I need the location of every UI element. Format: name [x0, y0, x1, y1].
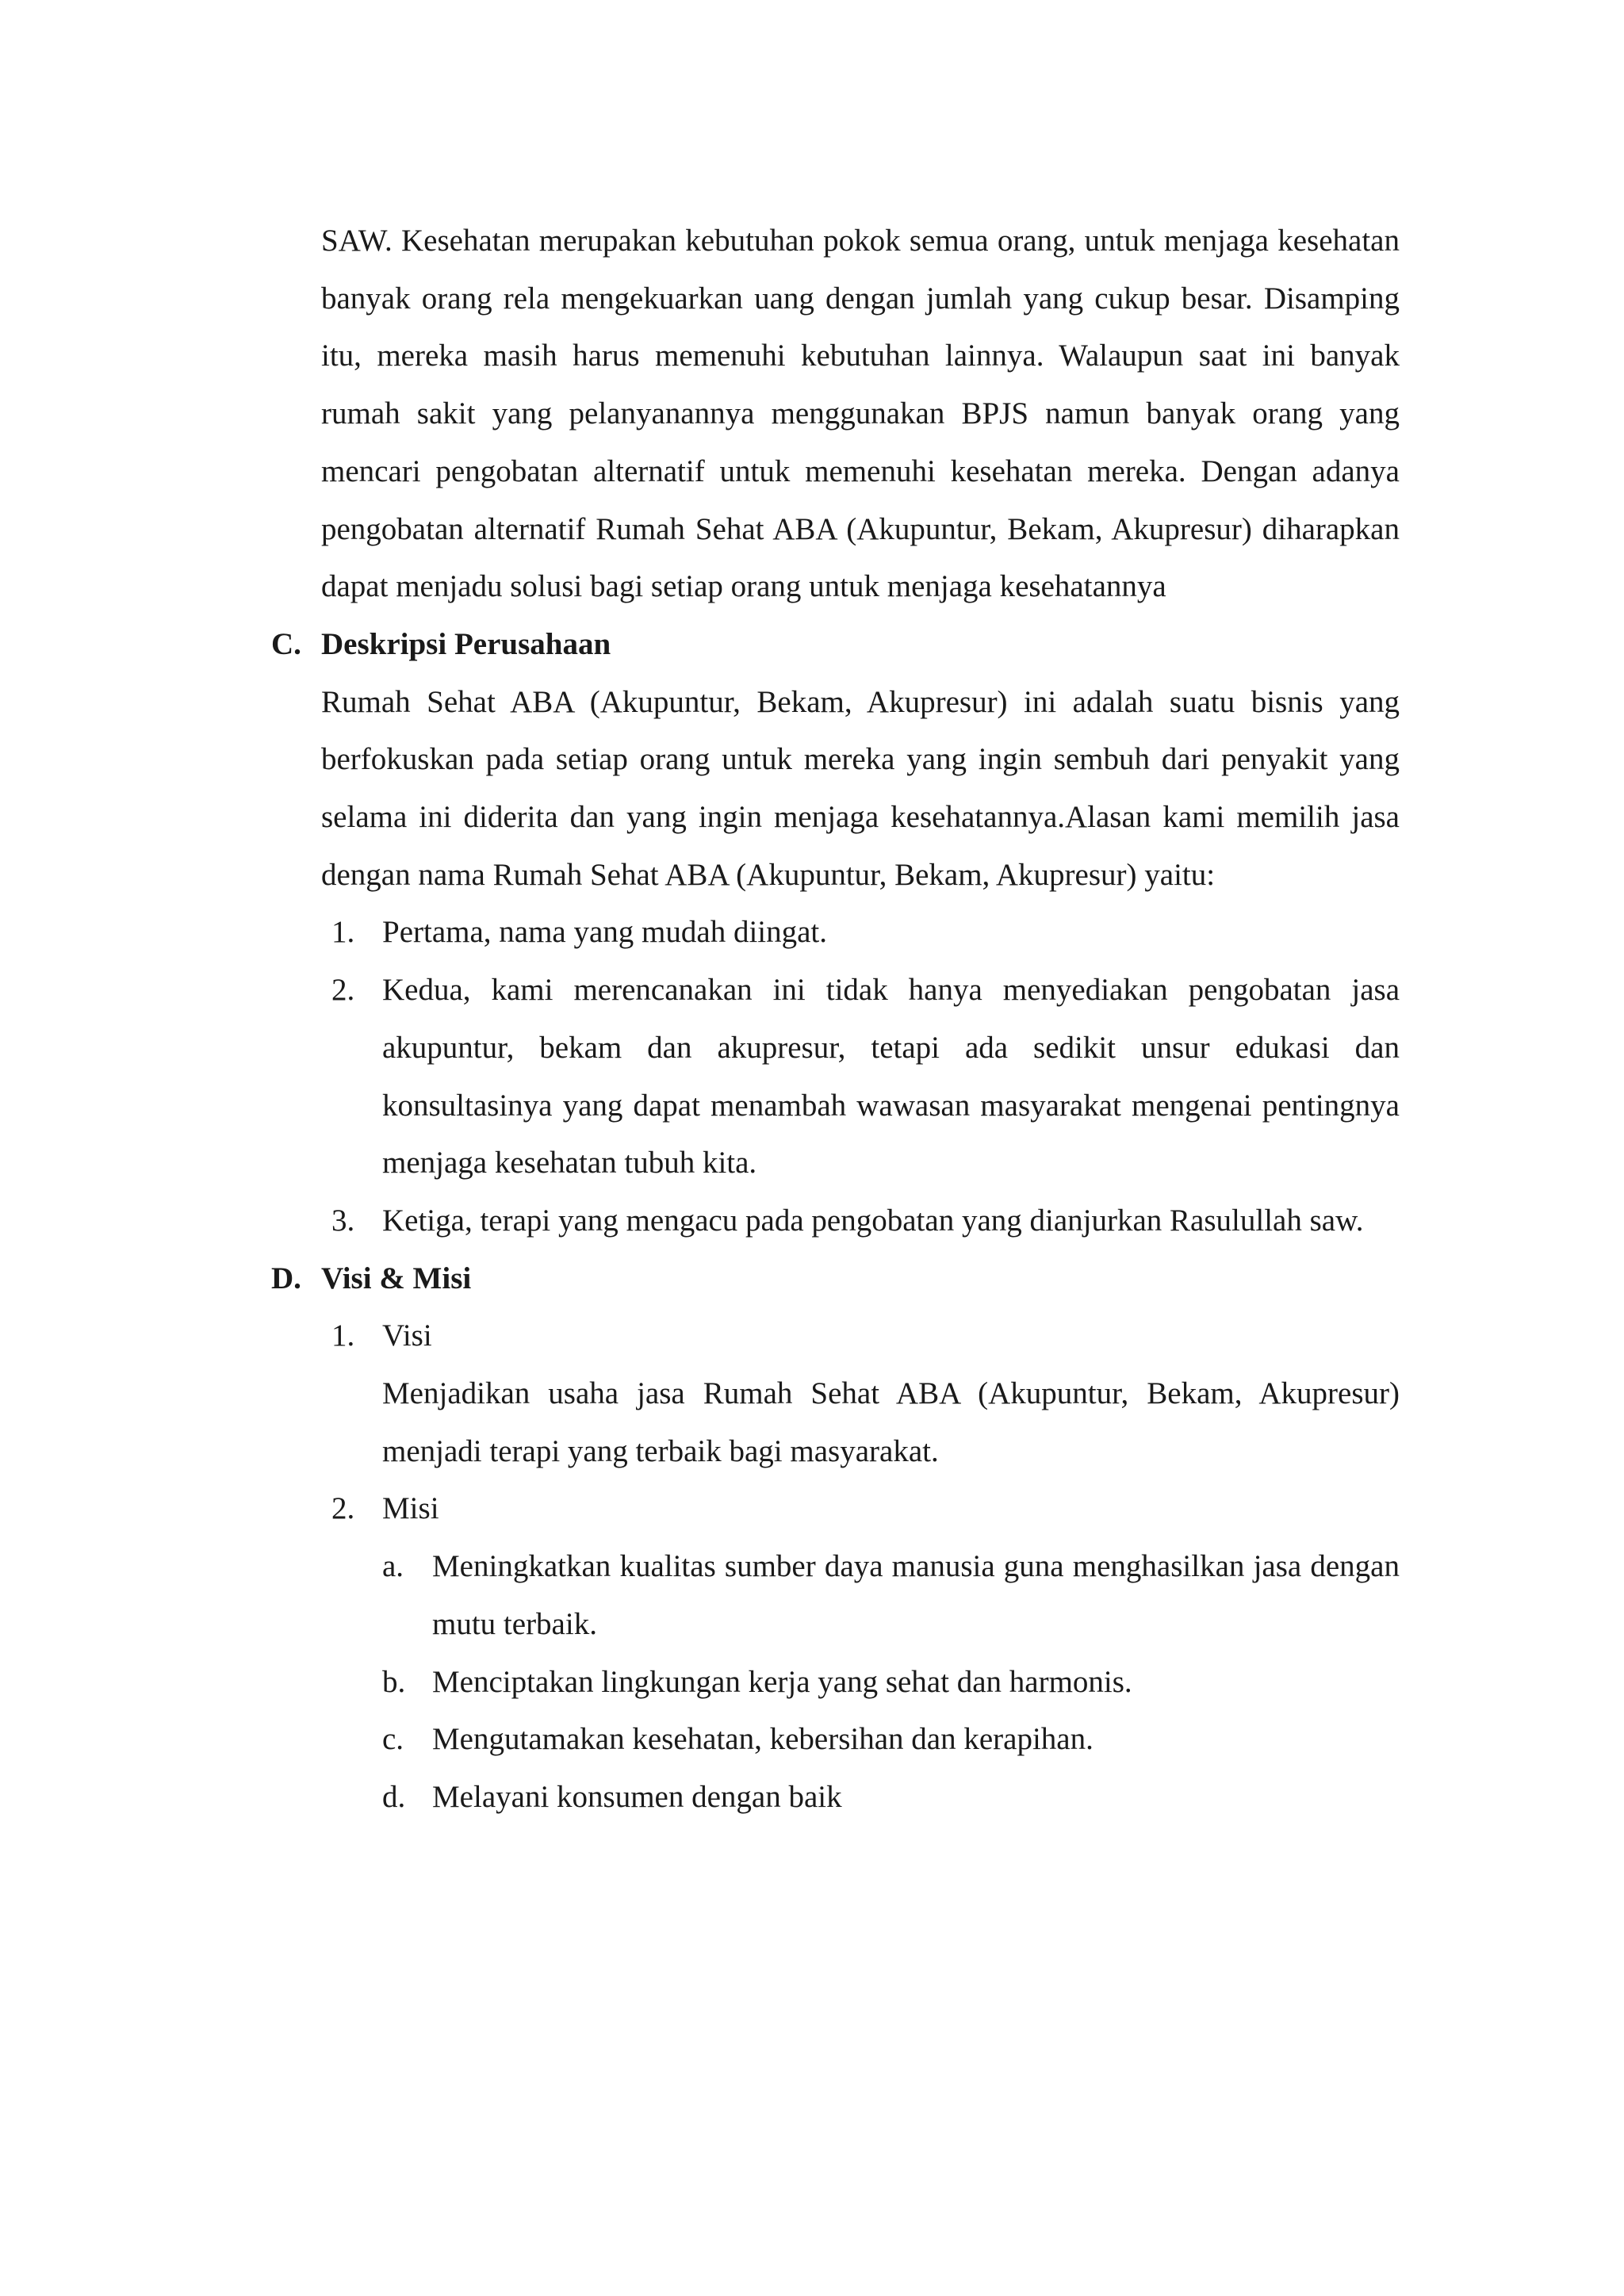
list-letter: b.: [382, 1664, 406, 1699]
list-number: 1.: [331, 915, 355, 950]
intro-paragraph: SAW. Kesehatan merupakan kebutuhan pokok semua orang, untuk menjaga kesehatan banyak orang rela mengekuarkan uang dengan jumlah yang cukup besar. Disamping itu, mereka masih harus memenuhi kebutuhan lainnya. Walaupun saat ini banyak rumah sakit yang pelanyanannya menggunakan BPJS namun banyak orang yang mencari pengobatan alternatif untuk memenuhi kesehatan mereka. Dengan adanya pengobatan alternatif Rumah Sehat ABA (Akupuntur, Bekam, Akupresur) diharapkan dapat menjadu solusi bagi setiap orang untuk menjaga kesehatannya: [321, 224, 1400, 604]
section-d-letter: D.: [271, 1261, 301, 1295]
misi-list: [382, 1538, 1400, 1827]
list-item-text: Melayani konsumen dengan baik: [432, 1779, 842, 1814]
list-item: [321, 904, 1400, 962]
list-item: [382, 1538, 1400, 1653]
list-letter: c.: [382, 1722, 404, 1757]
misi-label: Misi: [382, 1491, 439, 1526]
list-item-text: Kedua, kami merencanakan ini tidak hanya menyediakan pengobatan jasa akupuntur, bekam dan akupresur, tetapi ada sedikit unsur edukasi dan konsultasinya yang dapat menambah wawasan masyarakat mengenai pentingnya menjaga kesehatan tubuh kita.: [382, 973, 1400, 1181]
list-item-text: Mengutamakan kesehatan, kebersihan dan kerapihan.: [432, 1722, 1094, 1757]
list-item: [382, 1711, 1400, 1769]
list-number: 1.: [331, 1318, 355, 1353]
list-item-text: Menciptakan lingkungan kerja yang sehat dan harmonis.: [432, 1664, 1132, 1699]
visi-text: Menjadikan usaha jasa Rumah Sehat ABA (Akupuntur, Bekam, Akupresur) menjadi terapi yang terbaik bagi masyarakat.: [382, 1376, 1400, 1468]
section-c-letter: C.: [271, 626, 301, 661]
section-c-title: Deskripsi Perusahaan: [321, 626, 611, 661]
list-letter: a.: [382, 1549, 404, 1584]
list-item-text: Meningkatkan kualitas sumber daya manusia guna menghasilkan jasa dengan mutu terbaik.: [432, 1549, 1400, 1641]
section-d-title: Visi & Misi: [321, 1261, 472, 1295]
list-number: 2.: [331, 1491, 355, 1526]
list-number: 3.: [331, 1203, 355, 1238]
section-c-heading: [271, 616, 1400, 674]
section-c-paragraph: Rumah Sehat ABA (Akupuntur, Bekam, Akupresur) ini adalah suatu bisnis yang berfokuskan pada setiap orang untuk mereka yang ingin sembuh dari penyakit yang selama ini diderita dan yang ingin menjaga kesehatannya.Alasan kami memilih jasa dengan nama Rumah Sehat ABA (Akupuntur, Bekam, Akupresur) yaitu:: [321, 684, 1400, 892]
list-letter: d.: [382, 1779, 406, 1814]
list-item-text: Pertama, nama yang mudah diingat.: [382, 915, 828, 950]
section-d-heading: [271, 1250, 1400, 1308]
visi-label: Visi: [382, 1318, 432, 1353]
list-item: [382, 1654, 1400, 1712]
list-item: [321, 962, 1400, 1192]
list-item: [321, 1192, 1400, 1250]
reasons-list: [321, 904, 1400, 1249]
page-content: [271, 212, 1400, 1827]
list-number: 2.: [331, 973, 355, 1008]
visi-misi-list: [321, 1307, 1400, 1826]
list-item-text: Ketiga, terapi yang mengacu pada pengobatan yang dianjurkan Rasulullah saw.: [382, 1203, 1364, 1238]
misi-item: [321, 1480, 1400, 1826]
list-item: [382, 1769, 1400, 1827]
visi-item: [321, 1307, 1400, 1480]
